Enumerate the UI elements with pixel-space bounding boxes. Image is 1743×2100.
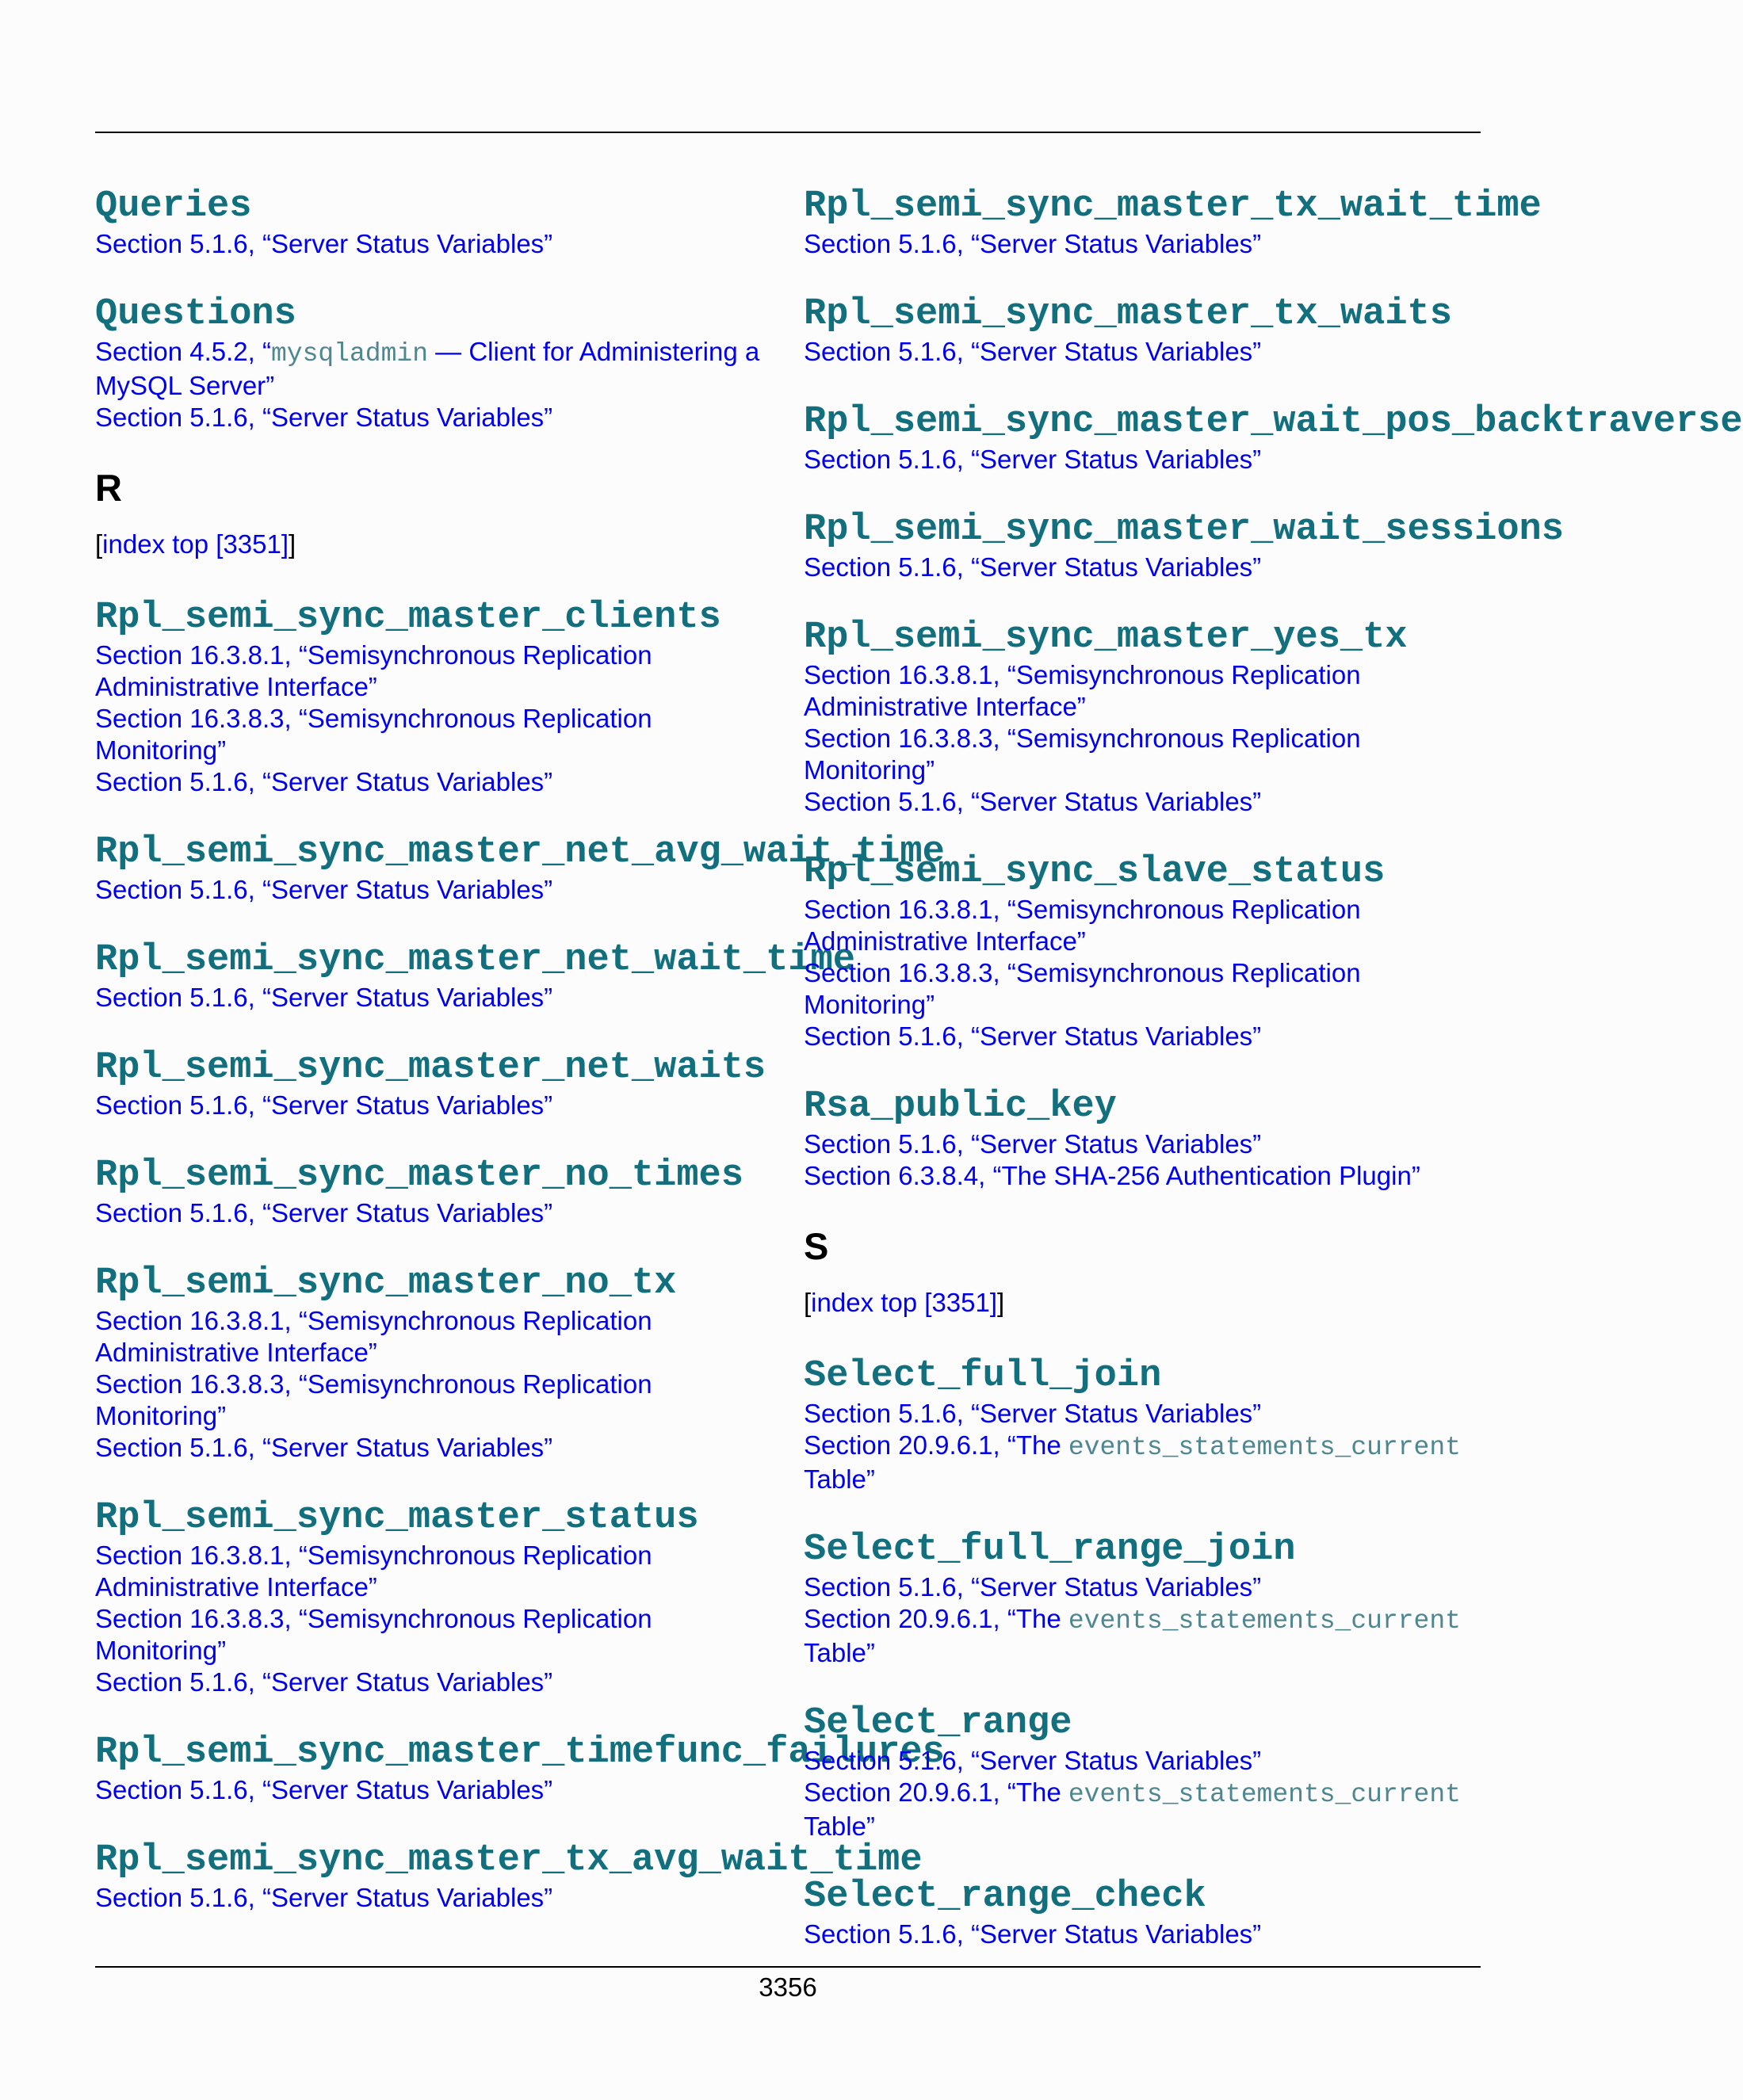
index-entry-rsa-public-key xyxy=(804,1086,1623,1192)
section-link-text: Section 4.5.2, “ xyxy=(95,337,271,366)
section-link[interactable]: Section 5.1.6, “Server Status Variables” xyxy=(95,229,553,258)
letter-heading-s: S xyxy=(804,1225,829,1267)
index-entry-queries xyxy=(95,185,808,260)
section-link-text: — Client for Administering a xyxy=(428,337,760,366)
index-entry-wait-pos-backtraverse xyxy=(804,401,1743,475)
section-link-events-statements[interactable]: Section 20.9.6.1, “The events_statements_current Table” xyxy=(804,1430,1461,1494)
index-entry-yes-tx xyxy=(804,617,1623,818)
index-top-line: [index top [3351]] xyxy=(95,529,296,559)
index-term: Rpl_semi_sync_master_no_times xyxy=(95,1155,743,1197)
section-link[interactable]: Section 5.1.6, “Server Status Variables” xyxy=(95,1433,553,1462)
index-entry-tx-wait-time xyxy=(804,185,1623,260)
index-top-link[interactable]: index top [3351] xyxy=(811,1288,998,1317)
section-link-semi-monitoring[interactable]: Section 16.3.8.3, “Semisynchronous Replication Monitoring” xyxy=(804,724,1361,785)
section-link[interactable]: Section 5.1.6, “Server Status Variables” xyxy=(804,337,1262,366)
inline-code: mysqladmin xyxy=(270,339,429,368)
index-term: Rpl_semi_sync_master_net_wait_time xyxy=(95,939,855,981)
section-link-semi-monitoring[interactable]: Section 16.3.8.3, “Semisynchronous Replication Monitoring” xyxy=(95,1369,652,1430)
section-link-mysqladmin[interactable] xyxy=(95,336,808,402)
section-link[interactable]: Section 5.1.6, “Server Status Variables” xyxy=(804,552,1262,582)
section-link-semi-monitoring[interactable]: Section 16.3.8.3, “Semisynchronous Replication Monitoring” xyxy=(804,958,1361,1019)
section-link[interactable]: Section 5.1.6, “Server Status Variables” xyxy=(804,1021,1262,1051)
index-term: Rpl_semi_sync_master_net_avg_wait_time xyxy=(95,831,945,873)
section-link[interactable]: Section 5.1.6, “Server Status Variables” xyxy=(95,1667,553,1697)
section-link-sha256[interactable]: Section 6.3.8.4, “The SHA-256 Authentication Plugin” xyxy=(804,1161,1420,1190)
index-entry-wait-sessions xyxy=(804,509,1623,583)
index-term: Rpl_semi_sync_master_yes_tx xyxy=(804,617,1408,659)
section-link[interactable]: Section 5.1.6, “Server Status Variables” xyxy=(95,875,553,904)
index-term: Select_full_join xyxy=(804,1355,1162,1397)
index-entry-no-times xyxy=(95,1155,808,1229)
index-entry-tx-waits xyxy=(804,293,1623,368)
section-link-semi-admin[interactable]: Section 16.3.8.1, “Semisynchronous Replication Administrative Interface” xyxy=(95,1541,652,1602)
section-link[interactable]: Section 5.1.6, “Server Status Variables” xyxy=(95,1198,553,1228)
section-link[interactable]: Section 5.1.6, “Server Status Variables” xyxy=(804,1572,1262,1602)
index-entry-questions xyxy=(95,293,808,433)
page-number: 3356 xyxy=(759,1972,817,2002)
section-link[interactable]: Section 5.1.6, “Server Status Variables” xyxy=(95,1775,553,1804)
index-entry-net-wait-time xyxy=(95,939,855,1014)
index-term: Select_full_range_join xyxy=(804,1529,1296,1571)
section-link[interactable]: Section 5.1.6, “Server Status Variables” xyxy=(804,229,1262,258)
index-term: Queries xyxy=(95,185,252,227)
index-term: Rsa_public_key xyxy=(804,1086,1117,1128)
section-link[interactable]: Section 5.1.6, “Server Status Variables” xyxy=(95,403,553,432)
index-entry-select-full-join xyxy=(804,1355,1623,1495)
section-link-semi-monitoring[interactable]: Section 16.3.8.3, “Semisynchronous Replication Monitoring” xyxy=(95,1604,652,1665)
inline-code: events_statements_current xyxy=(1068,1606,1461,1636)
section-link-semi-admin[interactable]: Section 16.3.8.1, “Semisynchronous Replication Administrative Interface” xyxy=(95,640,652,701)
index-entry-select-full-range-join xyxy=(804,1529,1623,1669)
index-term: Rpl_semi_sync_master_wait_pos_backtraverse xyxy=(804,401,1743,443)
section-link-semi-admin[interactable]: Section 16.3.8.1, “Semisynchronous Replication Administrative Interface” xyxy=(804,660,1361,721)
index-entry-no-tx xyxy=(95,1262,808,1464)
section-link[interactable]: Section 5.1.6, “Server Status Variables” xyxy=(95,767,553,796)
section-link-semi-admin[interactable]: Section 16.3.8.1, “Semisynchronous Replication Administrative Interface” xyxy=(804,895,1361,956)
index-top-line: [index top [3351]] xyxy=(804,1288,1005,1317)
index-term: Rpl_semi_sync_slave_status xyxy=(804,851,1386,893)
section-link[interactable]: Section 5.1.6, “Server Status Variables” xyxy=(95,1883,553,1912)
inline-code: events_statements_current xyxy=(1068,1433,1461,1462)
section-link[interactable]: Section 5.1.6, “Server Status Variables” xyxy=(95,1090,553,1120)
index-term: Rpl_semi_sync_master_tx_wait_time xyxy=(804,185,1542,227)
index-entry-net-waits xyxy=(95,1047,808,1121)
index-entry-select-range xyxy=(804,1702,1623,1842)
index-term: Rpl_semi_sync_master_wait_sessions xyxy=(804,509,1564,551)
index-entry-clients xyxy=(95,597,808,798)
index-term: Rpl_semi_sync_master_net_waits xyxy=(95,1047,766,1089)
section-link[interactable]: Section 5.1.6, “Server Status Variables” xyxy=(804,445,1262,474)
section-link-text: MySQL Server” xyxy=(95,371,275,400)
index-term: Rpl_semi_sync_master_tx_avg_wait_time xyxy=(95,1839,923,1881)
section-link-semi-admin[interactable]: Section 16.3.8.1, “Semisynchronous Replication Administrative Interface” xyxy=(95,1306,652,1367)
section-link-semi-monitoring[interactable]: Section 16.3.8.3, “Semisynchronous Replication Monitoring” xyxy=(95,704,652,765)
index-term: Rpl_semi_sync_master_clients xyxy=(95,597,721,639)
letter-heading-r: R xyxy=(95,467,122,509)
section-link[interactable]: Section 5.1.6, “Server Status Variables” xyxy=(804,787,1262,816)
index-term: Rpl_semi_sync_master_status xyxy=(95,1497,699,1539)
index-term: Rpl_semi_sync_master_no_tx xyxy=(95,1262,677,1304)
index-term: Rpl_semi_sync_master_tx_waits xyxy=(804,293,1452,335)
index-term: Questions xyxy=(95,293,296,335)
section-link[interactable]: Section 5.1.6, “Server Status Variables” xyxy=(95,983,553,1012)
section-link[interactable]: Section 5.1.6, “Server Status Variables” xyxy=(804,1129,1262,1159)
index-entry-status xyxy=(95,1497,808,1698)
top-rule xyxy=(95,132,1481,133)
index-top-link[interactable]: index top [3351] xyxy=(102,529,289,559)
bottom-rule xyxy=(95,1966,1481,1968)
index-column-right xyxy=(804,185,1743,1984)
index-term: Select_range_check xyxy=(804,1876,1206,1918)
section-link[interactable]: Section 5.1.6, “Server Status Variables” xyxy=(804,1746,1262,1775)
section-link-events-statements[interactable]: Section 20.9.6.1, “The events_statements_current Table” xyxy=(804,1777,1461,1841)
index-entry-timefunc-failures xyxy=(95,1732,945,1806)
inline-code: events_statements_current xyxy=(1068,1780,1461,1809)
index-entry-slave-status xyxy=(804,851,1623,1052)
section-link[interactable]: Section 5.1.6, “Server Status Variables” xyxy=(804,1919,1262,1949)
section-link-events-statements[interactable]: Section 20.9.6.1, “The events_statements_current Table” xyxy=(804,1604,1461,1667)
section-link[interactable]: Section 5.1.6, “Server Status Variables” xyxy=(804,1399,1262,1428)
index-entry-select-range-check xyxy=(804,1876,1623,1950)
index-entry-tx-avg-wait-time xyxy=(95,1839,923,1914)
index-entry-net-avg-wait-time xyxy=(95,831,945,906)
index-term: Select_range xyxy=(804,1702,1072,1744)
index-term: Rpl_semi_sync_master_timefunc_failures xyxy=(95,1732,945,1774)
